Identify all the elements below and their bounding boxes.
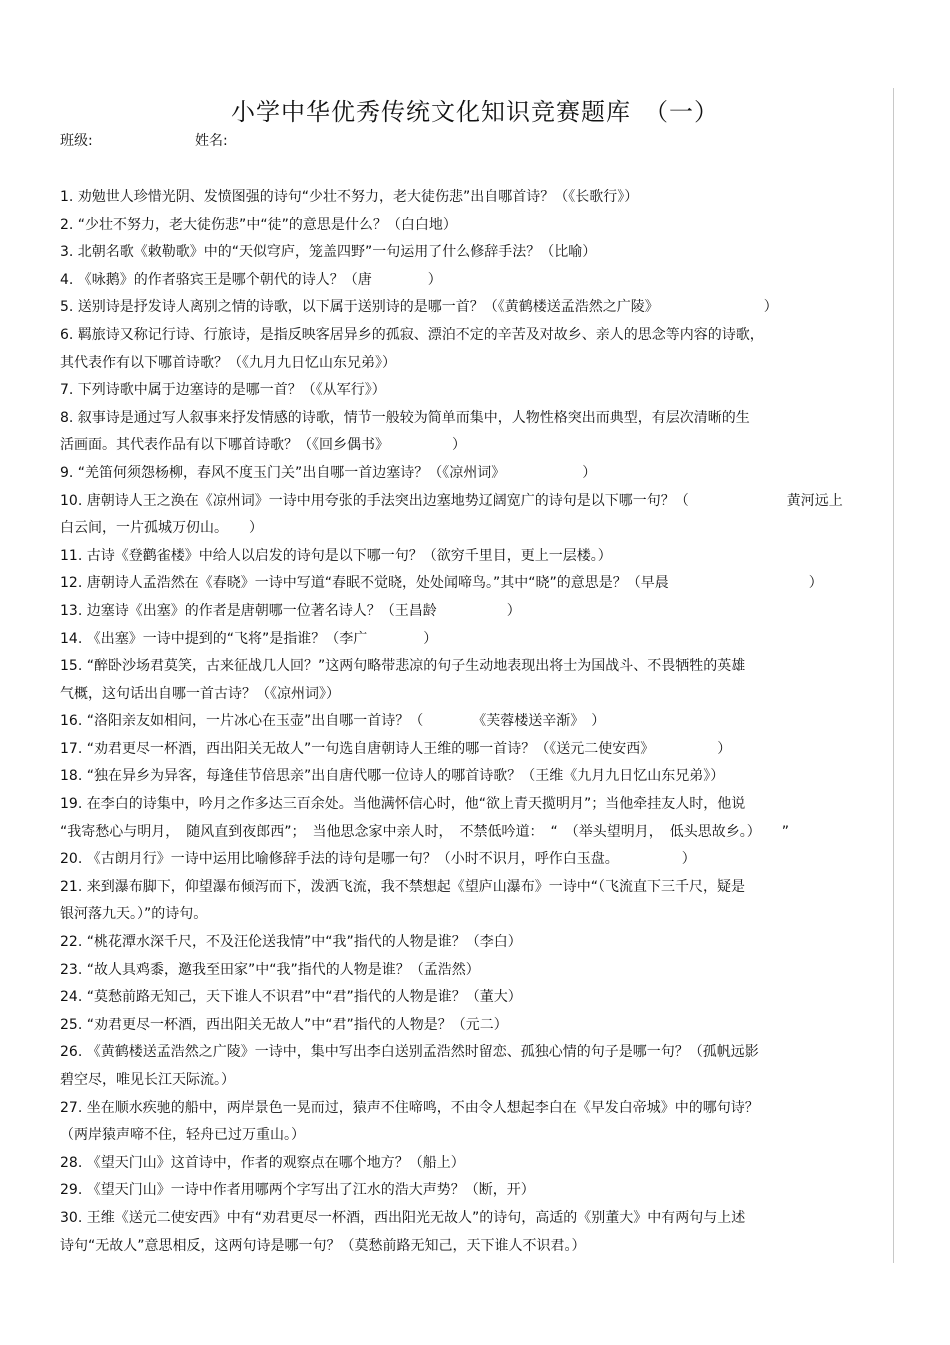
question-line: 18. “独在异乡为异客，每逢佳节倍思亲”出自唐代哪一位诗人的哪首诗歌？（王维《九月九日忆山东兄弟》）: [60, 768, 725, 785]
page-title: 小学中华优秀传统文化知识竞赛题库 （一）: [231, 98, 719, 126]
question-line: 22. “桃花潭水深千尺，不及汪伦送我情”中“我”指代的人物是谁？（李白）: [60, 934, 522, 951]
question-line: 白云间，一片孤城万仞山。 ）: [60, 520, 263, 537]
question-line: 活画面。其代表作品有以下哪首诗歌？（《回乡偶书》 ）: [60, 437, 466, 454]
class-label: 班级:: [60, 133, 93, 149]
student-info-row: [60, 130, 228, 150]
question-line: 其代表作有以下哪首诗歌？（《九月九日忆山东兄弟》）: [60, 354, 396, 371]
question-line: 29. 《望天门山》一诗中作者用哪两个字写出了江水的浩大声势？（断，开）: [60, 1182, 535, 1199]
question-line: 9. “羌笛何须怨杨柳，春风不度玉门关”出自哪一首边塞诗？（《凉州词》 ）: [60, 464, 597, 481]
question-list: [60, 184, 886, 1260]
question-line: 8. 叙事诗是通过写人叙事来抒发情感的诗歌，情节一般较为简单而集中，人物性格突出而典型，有层次清晰的生: [60, 409, 750, 426]
question-line: 11. 古诗《登鹳雀楼》中给人以启发的诗句是以下哪一句？（欲穷千里目，更上一层楼。）: [60, 547, 612, 564]
question-line: 23. “故人具鸡黍，邀我至田家”中“我”指代的人物是谁？（孟浩然）: [60, 961, 480, 978]
question-line: 2. “少壮不努力，老大徒伤悲”中“徒”的意思是什么？（白白地）: [60, 216, 457, 233]
question-line: 5. 送别诗是抒发诗人离别之情的诗歌，以下属于送别诗的是哪一首？（《黄鹤楼送孟浩然之广陵》 ）: [60, 299, 778, 316]
question-line: 气概，这句话出自哪一首古诗？（《凉州词》）: [60, 685, 340, 702]
question-line: 15. “醉卧沙场君莫笑，古来征战几人回？”这两句略带悲凉的句子生动地表现出将士为国战斗、不畏牺牲的英雄: [60, 658, 746, 675]
question-line: 银河落九天。）”的诗句。: [60, 906, 208, 923]
question-line: 21. 来到瀑布脚下，仰望瀑布倾泻而下，泼洒飞流，我不禁想起《望庐山瀑布》一诗中“（飞流直下三千尺，疑是: [60, 878, 745, 895]
name-label: 姓名:: [195, 133, 228, 149]
question-line: 26. 《黄鹤楼送孟浩然之广陵》一诗中，集中写出李白送别孟浩然时留恋、孤独心情的句子是哪一句？（孤帆远影: [60, 1044, 759, 1061]
question-line: 20. 《古朗月行》一诗中运用比喻修辞手法的诗句是哪一句？（小时不识月，呼作白玉盘。 ）: [60, 851, 696, 868]
question-line: 25. “劝君更尽一杯酒，西出阳关无故人”中“君”指代的人物是？（元二）: [60, 1016, 508, 1033]
question-line: 17. “劝君更尽一杯酒，西出阳关无故人”一句选自唐朝诗人王维的哪一首诗？（《送元二使安西》 ）: [60, 740, 732, 757]
question-line: 13. 边塞诗《出塞》的作者是唐朝哪一位著名诗人？（王昌龄 ）: [60, 602, 521, 619]
page-edge-rule: [893, 88, 894, 1263]
question-line: 30. 王维《送元二使安西》中有“劝君更尽一杯酒，西出阳光无故人”的诗句，高适的《别董大》中有两句与上述: [60, 1209, 746, 1226]
question-line: 12. 唐朝诗人孟浩然在《春晓》一诗中写道“春眠不觉晓，处处闻啼鸟。”其中“晓”的意思是？（早晨 ）: [60, 575, 823, 592]
question-line: 14. 《出塞》一诗中提到的“飞将”是指谁？（李广 ）: [60, 630, 438, 647]
question-line: 10. 唐朝诗人王之涣在《凉州词》一诗中用夸张的手法突出边塞地势辽阔宽广的诗句是以下哪一句？（ 黄河远上: [60, 492, 843, 509]
question-line: 24. “莫愁前路无知己，天下谁人不识君”中“君”指代的人物是谁？（董大）: [60, 989, 522, 1006]
question-line: （两岸猿声啼不住，轻舟已过万重山。）: [60, 1127, 305, 1144]
question-line: 1. 劝勉世人珍惜光阴、发愤图强的诗句“少壮不努力，老大徒伤悲”出自哪首诗？（《长歌行》）: [60, 189, 639, 205]
question-line: 16. “洛阳亲友如相问，一片冰心在玉壶”出自哪一首诗？（ 《芙蓉楼送辛渐》 ）: [60, 713, 606, 730]
question-line: “我寄愁心与明月， 随风直到夜郎西”； 当他思念家中亲人时， 不禁低吟道： “ （举头望明月， 低头思故乡。） ”: [60, 823, 790, 840]
question-line: 诗句“无故人”意思相反，这两句诗是哪一句？（莫愁前路无知己，天下谁人不识君。）: [60, 1237, 586, 1254]
question-line: 27. 坐在顺水疾驰的船中，两岸景色一晃而过，猿声不住啼鸣，不由令人想起李白在《早发白帝城》中的哪句诗？: [60, 1099, 759, 1116]
question-line: 4. 《咏鹅》的作者骆宾王是哪个朝代的诗人？（唐 ）: [60, 271, 442, 288]
question-line: 3. 北朝名歌《敕勒歌》中的“天似穹庐，笼盖四野”一句运用了什么修辞手法？（比喻）: [60, 244, 597, 261]
question-line: 28. 《望天门山》这首诗中，作者的观察点在哪个地方？（船上）: [60, 1154, 465, 1171]
question-line: 6. 羁旅诗又称记行诗、行旅诗，是指反映客居异乡的孤寂、漂泊不定的辛苦及对故乡、亲人的思念等内容的诗歌，: [60, 326, 764, 343]
question-line: 碧空尽，唯见长江天际流。）: [60, 1072, 235, 1088]
question-line: 7. 下列诗歌中属于边塞诗的是哪一首？（《从军行》）: [60, 382, 386, 399]
question-line: 19. 在李白的诗集中，吟月之作多达三百余处。当他满怀信心时，他“欲上青天揽明月”；当他牵挂友人时，他说: [60, 796, 746, 813]
